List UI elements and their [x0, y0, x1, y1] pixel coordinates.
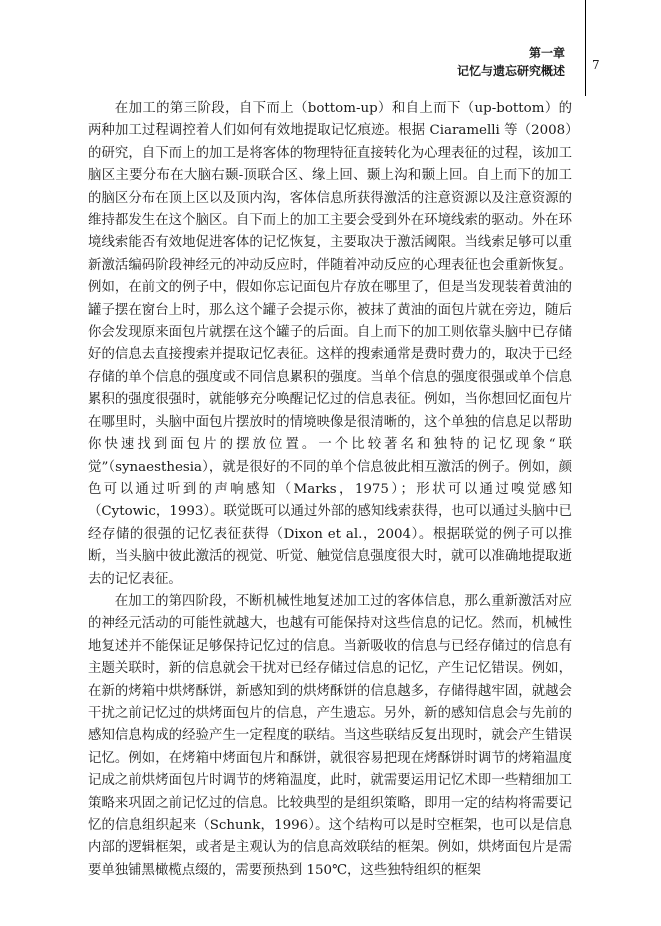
paragraph-stage-three: 在加工的第三阶段，自下而上（bottom-up）和自上而下（up-bottom）的两种加工过程调控着人们如何有效地提取记忆痕迹。根据 Ciaramelli 等（2008）的研究，自下而上的加工是将客体的物理特征直接转化为心理表征的过程，该加工脑区主要分布在大脑右颞-顶联合区、缘上回、颞上沟和颞上回。自上而下的加工的脑区分布在顶上区以及顶内沟，客体信息所获得激活的注意资源以及注意资源的维持都发生在这个脑区。自下而上的加工主要会受到外在环境线索的驱动。外在环境线索能否有效地促进客体的记忆恢复，主要取决于激活阈限。当线索足够可以重新激活编码阶段神经元的冲动反应时，伴随着冲动反应的心理表征也会重新恢复。例如，在前文的例子中，假如你忘记面包片存放在哪里了，但是当发现装着黄油的罐子摆在窗台上时，那么这个罐子会提示你，被抹了黄油的面包片就在旁边，随后你会发现原来面包片就摆在这个罐子的后面。自上而下的加工则依靠头脑中已存储好的信息去直接搜索并提取记忆表征。这样的搜索通常是费时费力的，取决于已经存储的单个信息的强度或不同信息累积的强度。当单个信息的强度很强或单个信息累积的强度很强时，就能够充分唤醒记忆过的信息表征。例如，当你想回忆面包片在哪里时，头脑中面包片摆放时的情境映像是很清晰的，这个单独的信息足以帮助你快速找到面包片的摆放位置。一个比较著名和独特的记忆现象“联觉”（synaesthesia），就是很好的不同的单个信息彼此相互激活的例子。例如，颜色可以通过听到的声响感知（Marks，1975）；形状可以通过嗅觉感知（Cytowic，1993）。联觉既可以通过外部的感知线索获得，也可以通过头脑中已经存储的很强的记忆表征获得（Dixon et al.，2004）。根据联觉的例子可以推断，当头脑中彼此激活的视觉、听觉、触觉信息强度很大时，就可以准确地提取逝去的记忆表征。	[88, 101, 572, 587]
header-rule	[585, 0, 586, 96]
paragraph-stage-four: 在加工的第四阶段，不断机械性地复述加工过的客体信息，那么重新激活对应的神经元活动的可能性就越大，也越有可能保持对这些信息的记忆。然而，机械性地复述并不能保证足够保持记忆过的信息。当新吸收的信息与已经存储过的信息有主题关联时，新的信息就会干扰对已经存储过信息的记忆，产生记忆错误。例如，在新的烤箱中烘烤酥饼，新感知到的烘烤酥饼的信息越多，存储得越牢固，就越会干扰之前记忆过的烘烤面包片的信息，产生遗忘。另外，新的感知信息会与先前的感知信息构成的经验产生一定程度的联结。当这些联结反复出现时，就会产生错误记忆。例如，在烤箱中烤面包片和酥饼，就很容易把现在烤酥饼时调节的烤箱温度记成之前烘烤面包片时调节的烤箱温度，此时，就需要运用记忆术即一些精细加工策略来巩固之前记忆过的信息。比较典型的是组织策略，即用一定的结构将需要记忆的信息组织起来（Schunk，1996）。这个结构可以是时空框架，也可以是信息内部的逻辑框架，或者是主观认为的信息高效联结的框架。例如，烘烤面包片是需要单独铺黑橄榄点缀的，需要预热到 150℃，这些独特组织的框架	[88, 593, 572, 878]
chapter-number: 第一章	[528, 46, 565, 60]
body-text	[88, 98, 572, 882]
page-number: 7	[592, 58, 600, 72]
chapter-title: 记忆与遗忘研究概述	[456, 64, 565, 78]
running-head	[457, 44, 565, 80]
